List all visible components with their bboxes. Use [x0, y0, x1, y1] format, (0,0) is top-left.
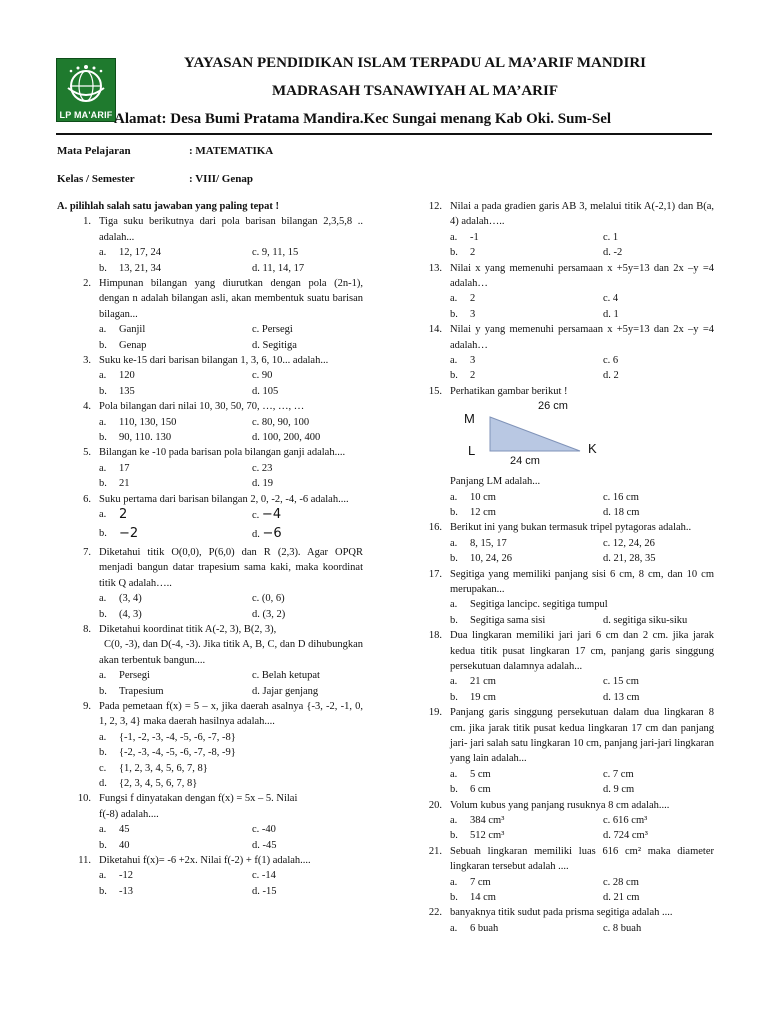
option-d: d. 100, 200, 400: [252, 431, 321, 443]
question-16: 16. Berikut ini yang bukan termasuk tripel pytagoras adalah..: [428, 522, 692, 534]
question-1-options: a. 12, 17, 24 c. 9, 11, 15 b. 13, 21, 34 d. 11, 14, 17: [57, 245, 363, 276]
option-a: 3: [470, 355, 476, 366]
option-b: Genap: [119, 339, 147, 351]
option-a: (3, 4): [119, 593, 142, 605]
question-11-options: a. -12 c. -14 b. -13 d. -15: [57, 868, 363, 899]
question-19: 19. Panjang garis singgung persekutuan dalam dua lingkaran 8 cm. jika jarak titik pusat kedua lingkaran 17 cm dan panjang jari- jari salah satu lingkaran 10 cm, panjang jari-jari lingkaran yang lain adalah...: [428, 707, 714, 765]
option-a: 6 buah: [470, 922, 499, 934]
option-b: 6 cm: [470, 784, 491, 796]
question-22-options: a. 6 buah c. 8 buah: [408, 921, 714, 936]
option-b: 2: [470, 370, 476, 382]
option-d: d. 21 cm: [603, 891, 640, 903]
label-l: L: [468, 443, 476, 459]
option-b: 3: [470, 308, 476, 320]
option-a: 45: [119, 824, 130, 836]
question-5-options: a. 17 c. 23 b. 21 d. 19: [57, 461, 363, 492]
option-d: d. 19: [252, 478, 273, 490]
school-address: Alamat: Desa Bumi Pratama Mandira.Kec Sungai menang Kab Oki. Sum-Sel: [114, 111, 612, 127]
option-d: {2, 3, 4, 5, 6, 7, 8}: [119, 777, 198, 789]
foundation-title: YAYASAN PENDIDIKAN ISLAM TERPADU AL MA’ARIF MANDIRI: [184, 55, 646, 71]
question-15-options: Panjang LM adalah... a. 10 cm c. 16 cm b. 12 cm d. 18 cm: [408, 474, 714, 520]
option-c: c. Persegi: [252, 324, 293, 336]
option-a: Persegi: [119, 670, 150, 682]
option-d: d. -2: [603, 247, 623, 259]
question-8-options: a. Persegi c. Belah ketupat b. Trapesium d. Jajar genjang: [57, 668, 363, 699]
option-b: -13: [119, 885, 133, 897]
option-c: c. 8 buah: [603, 922, 642, 934]
option-a: 110, 130, 150: [119, 416, 177, 428]
question-6: 6. Suku pertama dari barisan bilangan 2, 0, -2, -4, -6 adalah....: [83, 493, 349, 505]
subject-label: Mata Pelajaran: [57, 145, 131, 157]
question-14: 14. Nilai y yang memenuhi persamaan x +5y=13 dan 2x –y =4 adalah…: [428, 324, 714, 351]
question-4: 4. Pola bilangan dari nilai 10, 30, 50, 70, …, …, …: [83, 401, 305, 413]
option-a: 120: [119, 370, 135, 382]
option-b: Trapesium: [119, 685, 164, 697]
question-15-prompt: Panjang LM adalah...: [450, 476, 541, 488]
triangle-figure: [450, 399, 714, 474]
label-base: 24 cm: [510, 455, 540, 468]
option-a: 2: [119, 506, 128, 522]
option-c: c. 1: [603, 231, 619, 243]
question-19-options: a. 5 cm c. 7 cm b. 6 cm d. 9 cm: [408, 767, 714, 798]
option-a: 2: [470, 293, 476, 305]
option-d: −6: [262, 525, 282, 541]
option-d: d. 1: [603, 308, 619, 320]
option-b: 14 cm: [470, 891, 496, 903]
question-22: 22. banyaknya titik sudut pada prisma segitiga adalah ....: [428, 907, 673, 919]
question-18: 18. Dua lingkaran memiliki jari jari 6 cm dan 2 cm. jika jarak kedua titik pusat lingkaran 17 cm, panjang garis singgung persekutuan dalamnya adalah...: [428, 630, 714, 672]
option-d: d. 105: [252, 385, 279, 397]
option-a: 21 cm: [470, 676, 496, 688]
option-d: d. segitiga siku-siku: [603, 614, 688, 626]
class-label: Kelas / Semester: [57, 173, 135, 185]
option-c: c. 28 cm: [603, 876, 639, 888]
question-3: 3. Suku ke-15 dari barisan bilangan 1, 3, 6, 10... adalah...: [83, 355, 329, 366]
label-hypotenuse: 26 cm: [538, 400, 568, 413]
question-9-options: a. {-1, -2, -3, -4, -5, -6, -7, -8} b. {-2, -3, -4, -5, -6, -7, -8, -9} c. {1, 2, 3, 4, 5, 6, 7, 8} d. {2, 3, 4, 5, 6, 7, 8}: [57, 730, 363, 792]
question-13-options: a. 2 c. 4 b. 3 d. 1: [408, 291, 714, 322]
option-a: 5 cm: [470, 768, 491, 780]
question-7: 7. Diketahui titik O(0,0), P(6,0) dan R (2,3). Agar OPQR menjadi bangun datar trapesium sama kaki, maka koordinat titik Q adalah…..: [83, 546, 363, 589]
logo-text: LP MA'ARIF: [59, 110, 113, 120]
option-b: (4, 3): [119, 608, 142, 620]
option-b: 512 cm³: [470, 830, 505, 842]
option-c: −4: [261, 506, 282, 522]
question-11: 11. Diketahui f(x)= -6 +2x. Nilai f(-2) + f(1) adalah....: [78, 854, 311, 866]
option-d: d. -45: [252, 839, 277, 851]
option-c: c. -40: [252, 824, 276, 836]
question-18-options: a. 21 cm c. 15 cm b. 19 cm d. 13 cm: [408, 674, 714, 705]
subject-row: [57, 145, 274, 157]
option-a: -1: [470, 231, 479, 243]
option-a: 10 cm: [470, 491, 496, 503]
option-c: c. 80, 90, 100: [252, 416, 310, 428]
label-k: K: [588, 441, 597, 457]
school-logo: [56, 58, 116, 122]
option-c: c. 7 cm: [603, 768, 634, 780]
option-c: c. 4: [603, 293, 619, 305]
option-c: c. 6: [603, 355, 619, 366]
nahdlatul-globe-icon: [62, 62, 110, 108]
option-c: c. 9, 11, 15: [252, 247, 299, 259]
option-a: 384 cm³: [470, 814, 505, 826]
school-title: MADRASAH TSANAWIYAH AL MA’ARIF: [271, 83, 558, 99]
option-a: {-1, -2, -3, -4, -5, -6, -7, -8}: [119, 731, 236, 743]
question-20-options: a. 384 cm³ c. 616 cm³ b. 512 cm³ d. 724 cm³: [408, 813, 714, 844]
question-5: 5. Bilangan ke -10 pada barisan pola bilangan ganji adalah....: [83, 447, 346, 459]
option-d: d. Jajar genjang: [252, 685, 319, 697]
right-column: [408, 199, 714, 936]
question-16-options: a. 8, 15, 17 c. 12, 24, 26 b. 10, 24, 26 d. 21, 28, 35: [408, 536, 714, 567]
option-b: 19 cm: [470, 691, 496, 703]
option-b: 13, 21, 34: [119, 262, 161, 274]
option-a: Ganjil: [119, 324, 146, 336]
option-d: d. Segitiga: [252, 339, 297, 351]
option-d: d. 724 cm³: [603, 830, 648, 842]
question-2-options: a. Ganjil c. Persegi b. Genap d. Segitiga: [57, 322, 363, 353]
option-c: c. 90: [252, 370, 273, 382]
question-6-options: a. 2 c. −4 b. −2 d. −6: [57, 507, 363, 545]
question-7-options: a. (3, 4) c. (0, 6) b. (4, 3) d. (3, 2): [57, 591, 363, 622]
option-a: 7 cm: [470, 876, 491, 888]
question-20: 20. Volum kubus yang panjang rusuknya 8 cm adalah....: [428, 799, 670, 811]
section-instruction: A. pilihlah salah satu jawaban yang paling tepat !: [57, 201, 280, 212]
question-12: 12. Nilai a pada gradien garis AB 3, melalui titik A(-2,1) dan B(a, 4) adalah…..: [428, 201, 714, 228]
option-b: 21: [119, 478, 130, 490]
option-d: d. 9 cm: [603, 784, 635, 796]
option-a: 12, 17, 24: [119, 247, 161, 259]
question-3-options: a. 120 c. 90 b. 135 d. 105: [57, 368, 363, 399]
option-b: {-2, -3, -4, -5, -6, -7, -8, -9}: [119, 747, 236, 759]
question-10-options: a. 45 c. -40 b. 40 d. -45: [57, 822, 363, 853]
left-column: [57, 199, 363, 899]
option-a: 17: [119, 462, 130, 474]
option-b: 12 cm: [470, 506, 496, 518]
option-c: {1, 2, 3, 4, 5, 6, 7, 8}: [119, 762, 208, 774]
option-b: 135: [119, 385, 135, 397]
option-d: d. 11, 14, 17: [252, 262, 305, 274]
question-15: 15. Perhatikan gambar berikut !: [428, 385, 568, 397]
option-d: d. -15: [252, 885, 277, 897]
question-13: 13. Nilai x yang memenuhi persamaan x +5y=13 dan 2x –y =4 adalah…: [428, 262, 714, 289]
label-m: M: [464, 411, 475, 427]
option-a: Segitiga lancipc. segitiga tumpul: [470, 599, 608, 611]
option-c: c. 12, 24, 26: [603, 537, 655, 549]
question-1: 1. Tiga suku berikutnya dari pola barisan bilangan 2,3,5,8 .. adalah...: [83, 216, 363, 243]
question-10: 10. Fungsi f dinyatakan dengan f(x) = 5x – 5. Nilai f(-8) adalah....: [77, 793, 298, 820]
option-c: c. -14: [252, 870, 276, 882]
option-d: d. 21, 28, 35: [603, 553, 656, 565]
option-a: -12: [119, 870, 133, 882]
option-c: c. (0, 6): [252, 593, 285, 605]
option-c: c. 16 cm: [603, 491, 639, 503]
option-d: d. 18 cm: [603, 506, 640, 518]
question-12-options: a. -1 c. 1 b. 2 d. -2: [408, 230, 714, 261]
option-b: 90, 110. 130: [119, 431, 172, 443]
option-a: 8, 15, 17: [470, 537, 507, 549]
option-c: c. 23: [252, 462, 273, 474]
header-divider: [56, 133, 712, 135]
question-14-options: a. 3 c. 6 b. 2 d. 2: [408, 353, 714, 384]
option-c: c. 616 cm³: [603, 814, 648, 826]
question-9: 9. Pada pemetaan f(x) = 5 – x, jika daerah asalnya {-3, -2, -1, 0, 1, 2, 3, 4} maka daerah hasilnya adalah....: [83, 700, 363, 728]
question-21: 21. Sebuah lingkaran memiliki luas 616 cm² maka diameter lingkaran tersebut adalah ....: [428, 845, 714, 873]
option-b: 10, 24, 26: [470, 553, 512, 565]
question-17: 17. Segitiga yang memiliki panjang sisi 6 cm, 8 cm, dan 10 cm merupakan...: [428, 568, 714, 595]
class-value: : VIII/ Genap: [189, 173, 253, 185]
option-c: c. Belah ketupat: [252, 670, 320, 682]
option-b: −2: [119, 525, 139, 541]
option-d: d. 13 cm: [603, 691, 640, 703]
subject-value: : MATEMATIKA: [189, 145, 274, 157]
question-8: 8. Diketahui koordinat titik A(-2, 3), B(2, 3), C(0, -3), dan D(-4, -3). Jika titik A, B, C, dan D dihubungkan akan terbentuk bangun....: [83, 623, 363, 666]
option-b: 2: [470, 247, 476, 259]
question-21-options: a. 7 cm c. 28 cm b. 14 cm d. 21 cm: [408, 875, 714, 906]
question-2: 2. Himpunan bilangan yang diurutkan dengan pola (2n-1), dengan n adalah bilangan asli, akan membentuk suatu barisan bilagan...: [83, 278, 363, 320]
class-row: [57, 173, 253, 185]
option-b: 40: [119, 839, 130, 851]
question-4-options: a. 110, 130, 150 c. 80, 90, 100 b. 90, 110. 130 d. 100, 200, 400: [57, 415, 363, 446]
option-b: Segitiga sama sisi: [470, 614, 546, 626]
option-c: c. 15 cm: [603, 676, 639, 688]
option-d: d. (3, 2): [252, 608, 286, 620]
option-d: d. 2: [603, 370, 619, 382]
question-17-options: a. Segitiga lancipc. segitiga tumpul b. Segitiga sama sisi d. segitiga siku-siku: [408, 597, 714, 628]
